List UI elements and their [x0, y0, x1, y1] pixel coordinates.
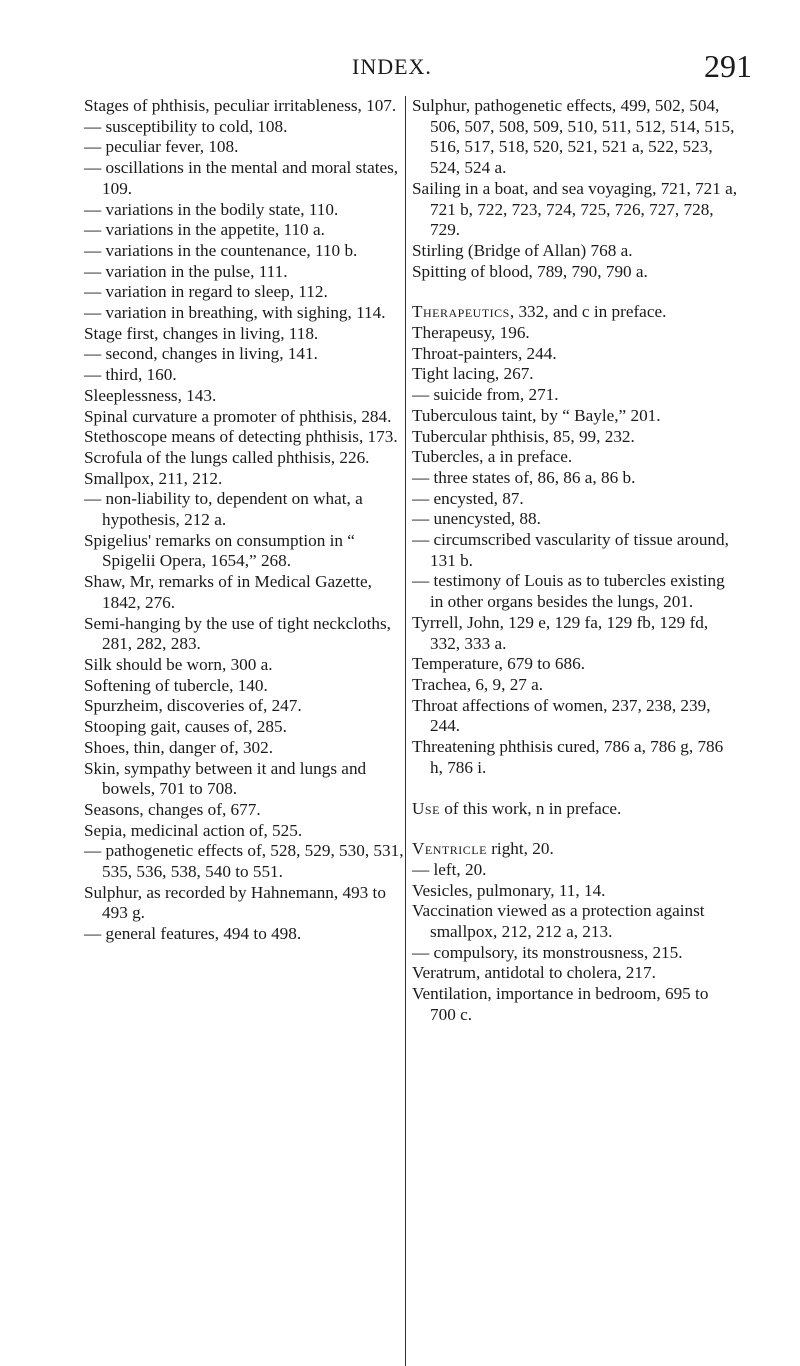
index-entry: Temperature, 679 to 686.	[412, 654, 586, 674]
index-entry: — variation in the pulse, 111.	[84, 261, 288, 281]
index-entry: Vaccination viewed as a protection against smallpox, 212, 212 a, 213.	[412, 901, 705, 942]
index-entry: Seasons, changes of, 677.	[84, 799, 261, 819]
index-entry: Sulphur, as recorded by Hahnemann, 493 to 493 g.	[84, 882, 386, 923]
index-entry: Stage first, changes in living, 118.	[84, 323, 319, 343]
index-headword: Use	[412, 798, 440, 818]
column-divider	[405, 96, 406, 1366]
group-gap	[412, 282, 738, 302]
index-entry: Stethoscope means of detecting phthisis, 173.	[84, 427, 398, 447]
index-entry: — general features, 494 to 498.	[84, 924, 302, 944]
index-entry: — left, 20.	[412, 859, 487, 879]
index-headword: Ventricle	[412, 839, 487, 859]
index-entry: Vesicles, pulmonary, 11, 14.	[412, 880, 606, 900]
index-group-s	[412, 96, 738, 282]
index-entry: Spinal curvature a promoter of phthisis, 284.	[84, 406, 392, 426]
index-entry: — susceptibility to cold, 108.	[84, 116, 288, 136]
index-entry: — oscillations in the mental and moral states, 109.	[84, 158, 399, 198]
index-column-left	[84, 96, 408, 945]
index-entry: Ventricle right, 20.	[412, 839, 554, 859]
index-entry: Scrofula of the lungs called phthisis, 226.	[84, 447, 370, 467]
index-entry: Therapeusy, 196.	[412, 323, 530, 343]
index-entry: Spurzheim, discoveries of, 247.	[84, 696, 302, 716]
index-entry: — variation in regard to sleep, 112.	[84, 282, 328, 302]
index-entry: Therapeutics, 332, and c in preface.	[412, 302, 667, 322]
index-entry: Tubercles, a in preface.	[412, 447, 573, 467]
index-entry: — variations in the bodily state, 110.	[84, 199, 339, 219]
index-entry: Throat-painters, 244.	[412, 343, 557, 363]
index-entry: Tight lacing, 267.	[412, 364, 534, 384]
index-entry: — suicide from, 271.	[412, 385, 559, 405]
page-title: INDEX.	[352, 54, 432, 79]
index-entry: — peculiar fever, 108.	[84, 137, 239, 157]
index-entry: — third, 160.	[84, 365, 177, 385]
index-entry: Ventilation, importance in bedroom, 695 to 700 c.	[412, 984, 709, 1024]
index-entry: Spitting of blood, 789, 790, 790 a.	[412, 261, 648, 281]
index-entry: Tyrrell, John, 129 e, 129 fa, 129 fb, 129 fd, 332, 333 a.	[412, 612, 709, 653]
index-entry: — pathogenetic effects of, 528, 529, 530, 531, 535, 536, 538, 540 to 551.	[84, 841, 404, 882]
index-entry: — compulsory, its monstrousness, 215.	[412, 942, 683, 962]
index-entry: Softening of tubercle, 140.	[84, 675, 268, 695]
index-entry: Skin, sympathy between it and lungs and bowels, 701 to 708.	[84, 758, 367, 799]
index-entry: Silk should be worn, 300 a.	[84, 654, 273, 674]
index-entry: Veratrum, antidotal to cholera, 217.	[412, 963, 656, 983]
index-entry: Sepia, medicinal action of, 525.	[84, 820, 303, 840]
index-entry: Throat affections of women, 237, 238, 239, 244.	[412, 695, 711, 736]
index-entry: Sailing in a boat, and sea voyaging, 721, 721 a, 721 b, 722, 723, 724, 725, 726, 727, 728, 729.	[412, 178, 738, 240]
index-group-v	[412, 839, 738, 1025]
index-entry: — circumscribed vascularity of tissue around, 131 b.	[412, 530, 729, 570]
index-entry: Smallpox, 211, 212.	[84, 468, 223, 488]
index-entry: Spigelius' remarks on consumption in “ Spigelii Opera, 1654,” 268.	[84, 530, 355, 571]
index-entry: Stooping gait, causes of, 285.	[84, 717, 287, 737]
index-headword: Therapeutics	[412, 302, 510, 322]
group-gap	[412, 779, 738, 799]
index-entry: Shaw, Mr, remarks of in Medical Gazette, 1842, 276.	[84, 572, 372, 612]
page-number: 291	[704, 48, 752, 84]
index-entry: — second, changes in living, 141.	[84, 344, 318, 364]
index-entry: Tubercular phthisis, 85, 99, 232.	[412, 426, 635, 446]
running-head	[80, 48, 752, 88]
index-entry: — unencysted, 88.	[412, 509, 541, 529]
index-entry: — testimony of Louis as to tubercles existing in other organs besides the lungs, 201.	[412, 571, 725, 612]
index-entry: — encysted, 87.	[412, 488, 524, 508]
index-entry: Shoes, thin, danger of, 302.	[84, 737, 274, 757]
index-entry: — variations in the countenance, 110 b.	[84, 240, 358, 260]
index-entry: Tuberculous taint, by “ Bayle,” 201.	[412, 405, 661, 425]
group-gap	[412, 819, 738, 839]
index-entry: Sulphur, pathogenetic effects, 499, 502, 504, 506, 507, 508, 509, 510, 511, 512, 514, 515, 516, 517, 518, 520, 521, 521 a, 522, 523, 524, 524 a.	[412, 96, 735, 178]
index-entry: Stirling (Bridge of Allan) 768 a.	[412, 240, 633, 260]
index-entry: — three states of, 86, 86 a, 86 b.	[412, 467, 636, 487]
index-entry: Stages of phthisis, peculiar irritableness, 107.	[84, 96, 397, 115]
index-column-right	[412, 96, 738, 1026]
index-entry: Trachea, 6, 9, 27 a.	[412, 674, 544, 694]
index-entry: — variation in breathing, with sighing, 114.	[84, 303, 386, 323]
index-entry: Threatening phthisis cured, 786 a, 786 g, 786 h, 786 i.	[412, 737, 724, 777]
index-entry: Semi-hanging by the use of tight neckcloths, 281, 282, 283.	[84, 613, 391, 654]
index-group-u	[412, 799, 738, 820]
index-entry: — variations in the appetite, 110 a.	[84, 220, 325, 240]
index-entry: — non-liability to, dependent on what, a hypothesis, 212 a.	[84, 489, 363, 530]
index-entry: Sleeplessness, 143.	[84, 385, 217, 405]
index-entry: Use of this work, n in preface.	[412, 798, 622, 818]
index-group-t	[412, 302, 738, 778]
